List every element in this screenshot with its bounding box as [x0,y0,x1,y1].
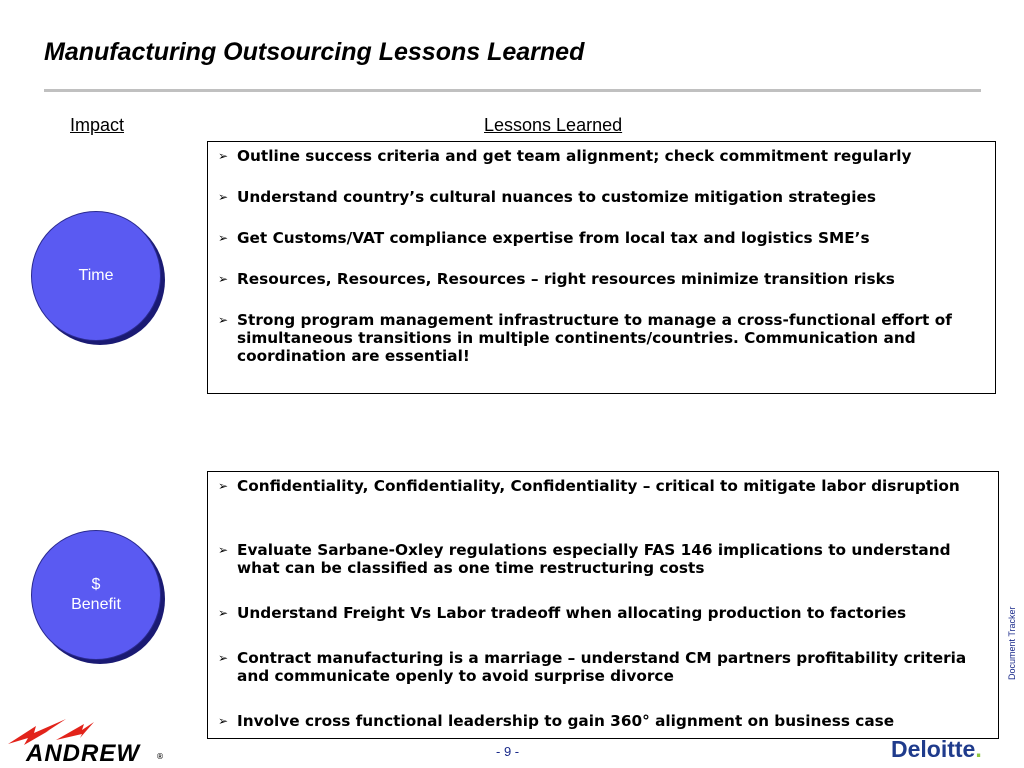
deloitte-dot: . [975,736,982,762]
list-item: ➢ Resources, Resources, Resources – right resources minimize transition risks [218,270,895,288]
time-label: Time [78,267,114,284]
arrow-bullet-icon: ➢ [218,543,229,557]
list-item: ➢ Contract manufacturing is a marriage – understand CM partners profitability criteria and communicate openly to avoid surprise divorce [218,649,967,685]
list-item: ➢ Outline success criteria and get team alignment; check commitment regularly [218,147,912,165]
list-item: ➢ Involve cross functional leadership to gain 360° alignment on business case [218,712,895,730]
benefit-label: Benefit [71,596,121,613]
list-item: ➢ Understand Freight Vs Labor tradeoff when allocating production to factories [218,604,907,622]
list-item: ➢ Evaluate Sarbane-Oxley regulations especially FAS 146 implications to understand what can be classified as one time restructuring costs [218,541,951,577]
page-number: - 9 - [496,744,520,759]
arrow-bullet-icon: ➢ [218,651,229,665]
arrow-bullet-icon: ➢ [218,714,229,728]
time-impact-circle [31,211,165,345]
arrow-bullet-icon: ➢ [218,149,229,163]
arrow-bullet-icon: ➢ [218,313,229,327]
page-title: Manufacturing Outsourcing Lessons Learned [44,38,585,66]
title-divider [44,89,981,92]
document-tracker-label: Document Tracker [1007,606,1017,680]
lessons-header: Lessons Learned [484,115,623,135]
list-item: ➢ Understand country’s cultural nuances to customize mitigation strategies [218,188,876,206]
arrow-bullet-icon: ➢ [218,479,229,493]
list-item: ➢ Confidentiality, Confidentiality, Confidentiality – critical to mitigate labor disruption [218,477,960,495]
impact-header: Impact [70,115,125,135]
benefit-impact-circle [31,530,165,664]
andrew-logo [6,718,166,767]
arrow-bullet-icon: ➢ [218,231,229,245]
arrow-bullet-icon: ➢ [218,190,229,204]
deloitte-logo [891,736,982,763]
arrow-bullet-icon: ➢ [218,272,229,286]
benefit-lessons-box [207,471,999,739]
benefit-symbol: $ [91,576,101,593]
andrew-wordmark: ANDREW [26,740,140,767]
list-item: ➢ Strong program management infrastructure to manage a cross-functional effort of simultaneous transitions in multiple continents/countries. Communication and coordination are essential! [218,311,952,365]
registered-mark: ® [156,752,164,761]
time-lessons-box [207,141,996,394]
circle-body [31,530,161,660]
circle-body [31,211,161,341]
deloitte-wordmark: Deloitte [891,736,976,762]
arrow-bullet-icon: ➢ [218,606,229,620]
list-item: ➢ Get Customs/VAT compliance expertise from local tax and logistics SME’s [218,229,870,247]
